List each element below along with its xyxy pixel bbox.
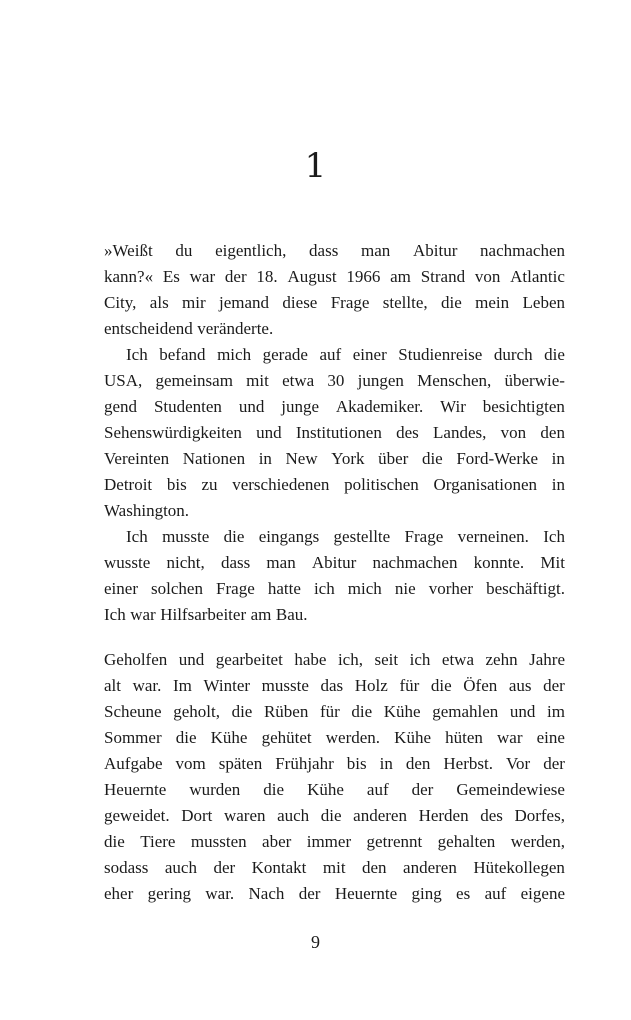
- word: in: [551, 475, 565, 494]
- word: wurden: [189, 780, 241, 799]
- word: werden.: [325, 728, 381, 747]
- word: gend: [104, 397, 138, 416]
- word: hatte: [267, 579, 301, 598]
- word: veränderte.: [197, 319, 274, 338]
- word: Nach: [248, 884, 285, 903]
- word: gemeinsam: [155, 371, 233, 390]
- word: dass: [220, 553, 251, 572]
- word: Landes,: [433, 423, 487, 442]
- word: verschiedenen: [232, 475, 330, 494]
- word: von: [500, 423, 527, 442]
- word: »Weißt: [104, 241, 153, 260]
- word: der: [411, 780, 434, 799]
- word: nicht,: [166, 553, 205, 572]
- word: Menschen,: [417, 371, 492, 390]
- word: Scheune: [104, 702, 162, 721]
- word: immer: [306, 832, 352, 851]
- word: Abitur: [311, 553, 357, 572]
- word: Wir: [440, 397, 466, 416]
- text-line: [104, 342, 565, 368]
- word: alt: [104, 676, 121, 695]
- word: aus: [508, 676, 532, 695]
- word: konnte.: [473, 553, 525, 572]
- word: und: [178, 650, 205, 669]
- word: Frage: [216, 579, 255, 598]
- text-line: [104, 881, 565, 907]
- word: bis: [346, 754, 367, 773]
- word: und: [509, 702, 536, 721]
- word: 18.: [256, 267, 278, 286]
- word: für: [319, 702, 340, 721]
- word: man: [266, 553, 296, 572]
- word: für: [399, 676, 420, 695]
- word: gehalten: [437, 832, 496, 851]
- chapter-number: 1: [304, 146, 327, 186]
- word: bis: [166, 475, 187, 494]
- word: New: [285, 449, 318, 468]
- word: Holz: [354, 676, 388, 695]
- word: mich: [347, 579, 382, 598]
- word: waren: [223, 806, 266, 825]
- word: ich,: [337, 650, 363, 669]
- word: als: [149, 293, 169, 312]
- word: Kontakt: [251, 858, 307, 877]
- word: am: [250, 605, 272, 624]
- word: Heuernte: [104, 780, 167, 799]
- word: auch: [277, 806, 310, 825]
- word: war.: [205, 884, 235, 903]
- word: zehn: [485, 650, 518, 669]
- word: eigentlich,: [215, 241, 287, 260]
- word: Öfen: [463, 676, 498, 695]
- word: Leben: [522, 293, 565, 312]
- word: York: [331, 449, 365, 468]
- text-line: [104, 855, 565, 881]
- word: war.: [132, 676, 162, 695]
- word: Es: [162, 267, 180, 286]
- text-line: [104, 602, 565, 628]
- word: Kühe: [307, 780, 344, 799]
- word: politischen: [344, 475, 419, 494]
- word: gerade: [262, 345, 308, 364]
- word: Aufgabe: [104, 754, 163, 773]
- word: den: [405, 754, 431, 773]
- word: etwa: [282, 371, 315, 390]
- text-line: [104, 725, 565, 751]
- text-line: [104, 647, 565, 673]
- text-line: [104, 290, 565, 316]
- word: anderen: [353, 806, 407, 825]
- word: der: [298, 884, 321, 903]
- word: Im: [173, 676, 192, 695]
- word: man: [361, 241, 391, 260]
- word: Bau.: [275, 605, 308, 624]
- word: Ford-Werke: [456, 449, 539, 468]
- word: ging: [411, 884, 442, 903]
- word: hüten: [445, 728, 483, 747]
- word: Vereinten: [104, 449, 170, 468]
- word: wusste: [104, 553, 151, 572]
- word: Kühe: [394, 728, 431, 747]
- word: nachmachen: [480, 241, 565, 260]
- word: verneinen.: [457, 527, 529, 546]
- word: City,: [104, 293, 137, 312]
- word: gering: [147, 884, 192, 903]
- word: dass: [309, 241, 339, 260]
- word: gemahlen: [432, 702, 499, 721]
- text-line: [104, 368, 565, 394]
- word: musste: [162, 527, 210, 546]
- word: mein: [475, 293, 510, 312]
- text-line: [104, 394, 565, 420]
- word: junge: [281, 397, 319, 416]
- word: den: [540, 423, 565, 442]
- word: Hütekollegen: [473, 858, 565, 877]
- word: Nationen: [182, 449, 246, 468]
- word: in: [379, 754, 393, 773]
- word: zu: [201, 475, 218, 494]
- word: Kühe: [383, 702, 421, 721]
- text-line: [104, 829, 565, 855]
- word: sodass: [104, 858, 149, 877]
- word: einer: [104, 579, 138, 598]
- word: kann?«: [104, 267, 154, 286]
- word: war: [497, 728, 523, 747]
- word: Herden: [418, 806, 469, 825]
- word: gehütet: [261, 728, 312, 747]
- word: im: [547, 702, 565, 721]
- word: geweidet.: [104, 806, 170, 825]
- word: jemand: [219, 293, 270, 312]
- word: Sehenswürdigkeiten: [104, 423, 242, 442]
- word: den: [362, 858, 387, 877]
- word: Jahre: [529, 650, 565, 669]
- word: vorher: [428, 579, 474, 598]
- word: der: [543, 754, 565, 773]
- word: auf: [319, 345, 342, 364]
- word: August: [287, 267, 337, 286]
- word: Institutionen: [295, 423, 382, 442]
- word: Dort: [181, 806, 213, 825]
- word: gearbeitet: [215, 650, 283, 669]
- word: du: [175, 241, 193, 260]
- word: und: [238, 397, 265, 416]
- word: anderen: [403, 858, 457, 877]
- word: die: [104, 832, 125, 851]
- text-line: [104, 550, 565, 576]
- word: Strand: [420, 267, 466, 286]
- word: Kühe: [210, 728, 248, 747]
- word: in: [551, 449, 565, 468]
- word: mit: [246, 371, 269, 390]
- word: Atlantic: [510, 267, 565, 286]
- text-line: [104, 576, 565, 602]
- word: Tiere: [140, 832, 176, 851]
- word: auf: [484, 884, 507, 903]
- word: stellte,: [382, 293, 428, 312]
- word: der: [543, 676, 565, 695]
- word: Vor: [505, 754, 531, 773]
- word: mit: [322, 858, 346, 877]
- word: habe: [294, 650, 327, 669]
- text-line: [104, 803, 565, 829]
- word: 1966: [346, 267, 381, 286]
- word: und: [256, 423, 282, 442]
- word: eingangs: [258, 527, 320, 546]
- word: Ich: [126, 527, 148, 546]
- word: des: [396, 423, 419, 442]
- word: Ich: [104, 605, 126, 624]
- word: Frage: [330, 293, 370, 312]
- word: die: [263, 780, 285, 799]
- word: durch: [493, 345, 533, 364]
- word: Abitur: [412, 241, 458, 260]
- word: vom: [175, 754, 206, 773]
- word: mich: [217, 345, 252, 364]
- word: einer: [352, 345, 387, 364]
- word: Sommer: [104, 728, 162, 747]
- word: Frühjahr: [275, 754, 334, 773]
- word: in: [258, 449, 272, 468]
- text-line: [104, 751, 565, 777]
- word: solchen: [151, 579, 203, 598]
- word: der: [224, 267, 247, 286]
- word: USA,: [104, 371, 143, 390]
- word: jungen: [357, 371, 404, 390]
- word: war: [130, 605, 156, 624]
- word: die: [351, 702, 373, 721]
- word: überwie-: [504, 371, 565, 390]
- word: Organisationen: [433, 475, 538, 494]
- word: Ich: [543, 527, 565, 546]
- word: die: [320, 806, 342, 825]
- word: Akademiker.: [335, 397, 424, 416]
- word: besichtigten: [482, 397, 565, 416]
- word: ich: [313, 579, 335, 598]
- word: auch: [164, 858, 197, 877]
- text-line: [104, 699, 565, 725]
- word: mussten: [190, 832, 247, 851]
- word: entscheidend: [104, 319, 193, 338]
- word: war: [189, 267, 216, 286]
- word: werden,: [510, 832, 565, 851]
- word: Rüben: [263, 702, 309, 721]
- text-line: [104, 316, 565, 342]
- word: befand: [159, 345, 206, 364]
- word: der: [213, 858, 236, 877]
- word: eigene: [520, 884, 565, 903]
- word: seit: [374, 650, 399, 669]
- word: Frage: [404, 527, 444, 546]
- word: späten: [218, 754, 263, 773]
- text-line: [104, 446, 565, 472]
- word: Washington.: [104, 501, 190, 520]
- text-line: [104, 498, 565, 524]
- word: Ich: [126, 345, 148, 364]
- word: 30: [327, 371, 345, 390]
- word: Studenten: [153, 397, 222, 416]
- word: aber: [262, 832, 292, 851]
- word: mir: [182, 293, 206, 312]
- word: die: [231, 702, 253, 721]
- word: diese: [282, 293, 318, 312]
- word: beschäftigt.: [486, 579, 565, 598]
- word: eher: [104, 884, 134, 903]
- word: Mit: [540, 553, 565, 572]
- word: getrennt: [366, 832, 423, 851]
- text-line: [104, 238, 565, 264]
- text-section-2: [104, 647, 565, 907]
- text-line: [104, 472, 565, 498]
- word: das: [320, 676, 344, 695]
- page-number: 9: [311, 932, 320, 952]
- word: die: [175, 728, 197, 747]
- word: die: [223, 527, 245, 546]
- word: die: [441, 293, 462, 312]
- word: Dorfes,: [514, 806, 565, 825]
- text-section-1: [104, 238, 565, 628]
- word: nie: [394, 579, 416, 598]
- word: auf: [366, 780, 389, 799]
- word: am: [390, 267, 411, 286]
- text-line: [104, 524, 565, 550]
- word: die: [544, 345, 565, 364]
- word: Geholfen: [104, 650, 168, 669]
- word: die: [421, 449, 443, 468]
- word: von: [474, 267, 501, 286]
- word: Winter: [203, 676, 251, 695]
- word: Gemeindewiese: [456, 780, 565, 799]
- word: eine: [536, 728, 565, 747]
- text-line: [104, 673, 565, 699]
- word: ich: [409, 650, 431, 669]
- word: Studienreise: [398, 345, 483, 364]
- text-line: [104, 264, 565, 290]
- word: nachmachen: [372, 553, 458, 572]
- word: Herbst.: [443, 754, 493, 773]
- text-line: [104, 420, 565, 446]
- word: über: [378, 449, 409, 468]
- word: gestellte: [333, 527, 391, 546]
- word: Hilfsarbeiter: [160, 605, 247, 624]
- word: geholt,: [173, 702, 220, 721]
- word: Heuernte: [334, 884, 398, 903]
- word: Detroit: [104, 475, 153, 494]
- word: es: [456, 884, 471, 903]
- word: des: [480, 806, 503, 825]
- word: die: [430, 676, 452, 695]
- word: etwa: [441, 650, 474, 669]
- word: musste: [261, 676, 309, 695]
- text-line: [104, 777, 565, 803]
